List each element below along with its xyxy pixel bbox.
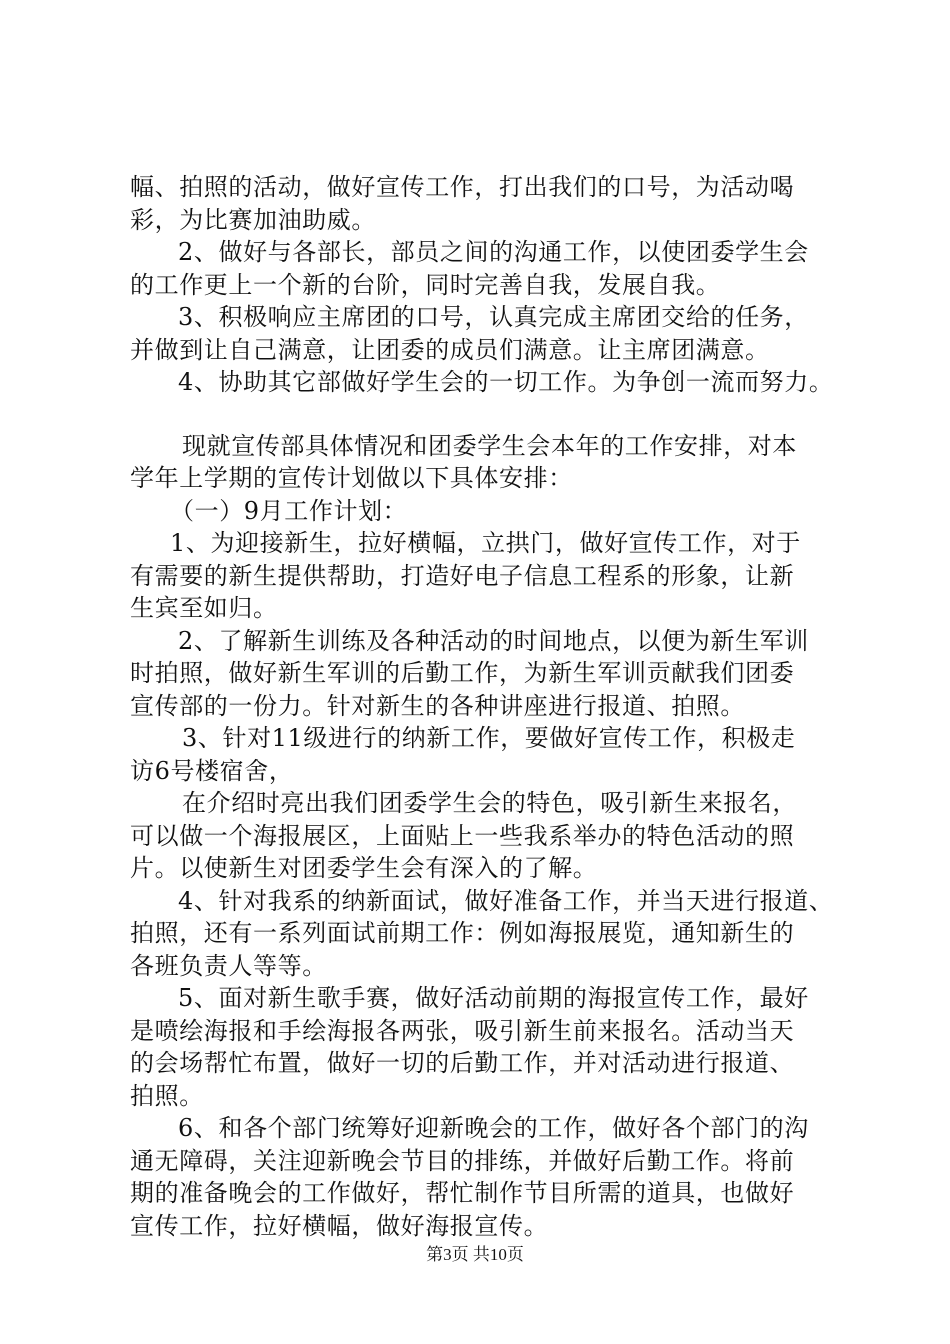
paragraph-line: 2、做好与各部长，部员之间的沟通工作，以使团委学生会 bbox=[178, 238, 809, 266]
paragraph-line: 3、积极响应主席团的口号，认真完成主席团交给的任务， bbox=[178, 303, 809, 331]
paragraph-line: 片。以使新生对团委学生会有深入的了解。 bbox=[130, 854, 598, 882]
paragraph-line: 有需要的新生提供帮助，打造好电子信息工程系的形象，让新 bbox=[130, 561, 795, 590]
paragraph-line: 通无障碍，关注迎新晚会节目的排练，并做好后勤工作。将前 bbox=[130, 1146, 795, 1175]
paragraph-line: 访6号楼宿舍， bbox=[130, 756, 294, 785]
page-number-footer: 第3页 共10页 bbox=[426, 1245, 524, 1264]
paragraph-line: 3、针对11级进行的纳新工作，要做好宣传工作，积极走 bbox=[182, 724, 796, 752]
paragraph-line: 现就宣传部具体情况和团委学生会本年的工作安排，对本 bbox=[182, 431, 797, 460]
paragraph-line: 是喷绘海报和手绘海报各两张，吸引新生前来报名。活动当天 bbox=[130, 1016, 795, 1045]
paragraph-line: 生宾至如归。 bbox=[130, 594, 278, 622]
paragraph-line: 可以做一个海报展区，上面贴上一些我系举办的特色活动的照 bbox=[130, 821, 795, 850]
paragraph-line: 的工作更上一个新的台阶，同时完善自我，发展自我。 bbox=[130, 270, 721, 299]
paragraph-line: 拍照。 bbox=[130, 1081, 204, 1110]
section-heading: （一）9月工作计划： bbox=[170, 496, 408, 525]
paragraph-line: 在介绍时亮出我们团委学生会的特色，吸引新生来报名， bbox=[182, 789, 797, 817]
paragraph-line: 6、和各个部门统筹好迎新晚会的工作，做好各个部门的沟 bbox=[178, 1114, 809, 1142]
paragraph-gap bbox=[130, 399, 830, 430]
paragraph-line: 宣传部的一份力。针对新生的各种讲座进行报道、拍照。 bbox=[130, 691, 745, 720]
paragraph-line: 各班负责人等等。 bbox=[130, 951, 327, 980]
paragraph-line: 宣传工作，拉好横幅，做好海报宣传。 bbox=[130, 1211, 549, 1240]
paragraph-line: 幅、拍照的活动，做好宣传工作，打出我们的口号，为活动喝 bbox=[130, 173, 795, 201]
paragraph-line: 1、为迎接新生，拉好横幅，立拱门，做好宣传工作，对于 bbox=[170, 529, 801, 557]
paragraph-line: 期的准备晚会的工作做好，帮忙制作节目所需的道具，也做好 bbox=[130, 1179, 795, 1207]
paragraph-line: 彩，为比赛加油助威。 bbox=[130, 205, 376, 234]
paragraph-line: 2、了解新生训练及各种活动的时间地点，以便为新生军训 bbox=[178, 626, 809, 655]
paragraph-line: 并做到让自己满意，让团委的成员们满意。让主席团满意。 bbox=[130, 335, 770, 364]
paragraph-line: 的会场帮忙布置，做好一切的后勤工作，并对活动进行报道、 bbox=[130, 1049, 795, 1077]
paragraph-line: 4、针对我系的纳新面试，做好准备工作，并当天进行报道、 bbox=[178, 886, 834, 915]
paragraph-line: 拍照，还有一系列面试前期工作：例如海报展览，通知新生的 bbox=[130, 919, 795, 947]
body-text bbox=[130, 171, 834, 1242]
paragraph-line: 5、面对新生歌手赛，做好活动前期的海报宣传工作，最好 bbox=[178, 984, 809, 1012]
paragraph-line: 4、协助其它部做好学生会的一切工作。为争创一流而努力。 bbox=[178, 368, 834, 396]
paragraph-line: 时拍照，做好新生军训的后勤工作，为新生军训贡献我们团委 bbox=[130, 659, 795, 687]
paragraph-line: 学年上学期的宣传计划做以下具体安排： bbox=[130, 464, 573, 492]
